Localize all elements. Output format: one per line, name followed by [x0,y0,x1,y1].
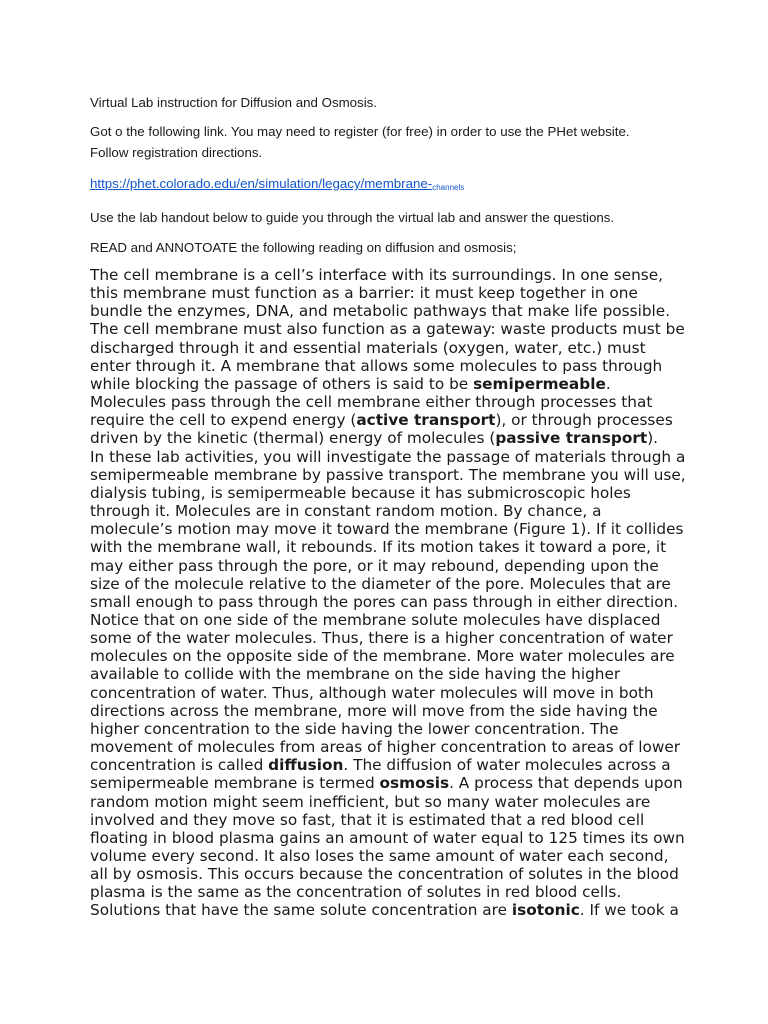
reading-line: some of the water molecules. Thus, there is a higher concentration of water [90,629,673,648]
term-passive-transport: passive transport [495,429,648,448]
reading-fragment: . The diffusion of water molecules across a [343,756,671,775]
reading-line: plasma is the same as the concentration of solutes in red blood cells. [90,883,622,902]
reading-fragment: while blocking the passage of others is said to be [90,374,474,393]
reading-line: through it. Molecules are in constant random motion. By chance, a [90,502,602,521]
reading-line: The cell membrane is a cell’s interface with its surroundings. In one sense, [90,266,664,284]
instructions-line-1: Got o the following link. You may need to register (for free) in order to use the PHet website. [90,124,630,139]
reading-line: Notice that on one side of the membrane solute molecules have displaced [90,610,661,629]
reading-line: In these lab activities, you will investigate the passage of materials through a [90,447,686,466]
reading-line: volume every second. It also loses the same amount of water each second, [90,847,669,865]
reading-line: Molecules pass through the cell membrane either through processes that [90,393,653,412]
reading-line: molecules on the opposite side of the membrane. More water molecules are [90,647,675,666]
reading-line: available to collide with the membrane on the side having the higher [90,665,621,684]
reading-fragment: ), or through processes [495,411,673,430]
reading-fragment: require the cell to expend energy ( [90,411,357,430]
reading-line: The cell membrane must also function as a gateway: waste products must be [90,320,685,339]
reading-line: involved and they move so fast, that it is estimated that a red blood cell [90,810,645,829]
document-title: Virtual Lab instruction for Diffusion and Osmosis. [90,95,378,110]
read-annotate-instructions: READ and ANNOTOATE the following reading on diffusion and osmosis; [90,240,517,255]
reading-fragment: . [605,374,611,393]
term-osmosis: osmosis [379,774,450,793]
link-paragraph [90,173,680,198]
reading-line: this membrane must function as a barrier: it must keep together in one [90,284,638,303]
reading-fragment: ). [647,429,659,448]
reading-line: directions across the membrane, more will move from the side having the [90,701,658,720]
reading-line: concentration of water. Thus, although water molecules will move in both [90,683,654,702]
reading-line: discharged through it and essential materials (oxygen, water, etc.) must [90,338,646,357]
reading-line: bundle the enzymes, DNA, and metabolic pathways that make life possible. [90,302,671,321]
reading-line: higher concentration to the side having the lower concentration. The [90,719,619,738]
reading-line [90,429,680,447]
reading-line [90,411,680,429]
reading-line: random motion might seem inefficient, but so many water molecules are [90,792,651,811]
term-isotonic: isotonic [511,901,580,920]
reading-fragment: Solutions that have the same solute concentration are [90,901,512,920]
reading-fragment: . If we took a [579,901,679,920]
reading-line: may either pass through the pore, or it may rebound, depending upon the [90,556,659,575]
document-page [90,92,686,920]
reading-line: semipermeable membrane by passive transport. The membrane you will use, [90,465,686,484]
handout-instructions: Use the lab handout below to guide you through the virtual lab and answer the questions. [90,210,615,225]
reading-line [90,901,680,919]
reading-line: dialysis tubing, is semipermeable because it has submicroscopic holes [90,483,631,502]
reading-fragment: driven by the kinetic (thermal) energy of molecules ( [90,429,496,448]
term-active-transport: active transport [356,411,496,430]
reading-line: small enough to pass through the pores can pass through in either direction. [90,592,679,611]
reading-line [90,756,680,774]
link-tail-text: channels [432,183,465,192]
reading-fragment: concentration is called [90,756,269,775]
reading-line: with the membrane wall, it rebounds. If its motion takes it toward a pore, it [90,538,667,557]
reading-fragment: . A process that depends upon [449,774,683,793]
reading-passage [90,266,686,920]
link-main-text: https://phet.colorado.edu/en/simulation/legacy/membrane- [90,176,433,191]
reading-line: movement of molecules from areas of higher concentration to areas of lower [90,738,681,757]
reading-line: molecule’s motion may move it toward the membrane (Figure 1). If it collides [90,520,684,539]
instructions-paragraph [90,121,680,163]
reading-line: size of the molecule relative to the diameter of the pore. Molecules that are [90,574,671,593]
term-semipermeable: semipermeable [473,374,606,393]
phet-simulation-link[interactable] [90,176,464,191]
term-diffusion: diffusion [268,756,344,775]
reading-line: floating in blood plasma gains an amount of water equal to 125 times its own [90,828,685,847]
reading-line: enter through it. A membrane that allows some molecules to pass through [90,356,663,375]
reading-fragment: semipermeable membrane is termed [90,774,380,793]
reading-line [90,774,683,793]
reading-line [90,375,680,393]
instructions-line-2: Follow registration directions. [90,145,263,160]
reading-line: all by osmosis. This occurs because the concentration of solutes in the blood [90,865,679,884]
